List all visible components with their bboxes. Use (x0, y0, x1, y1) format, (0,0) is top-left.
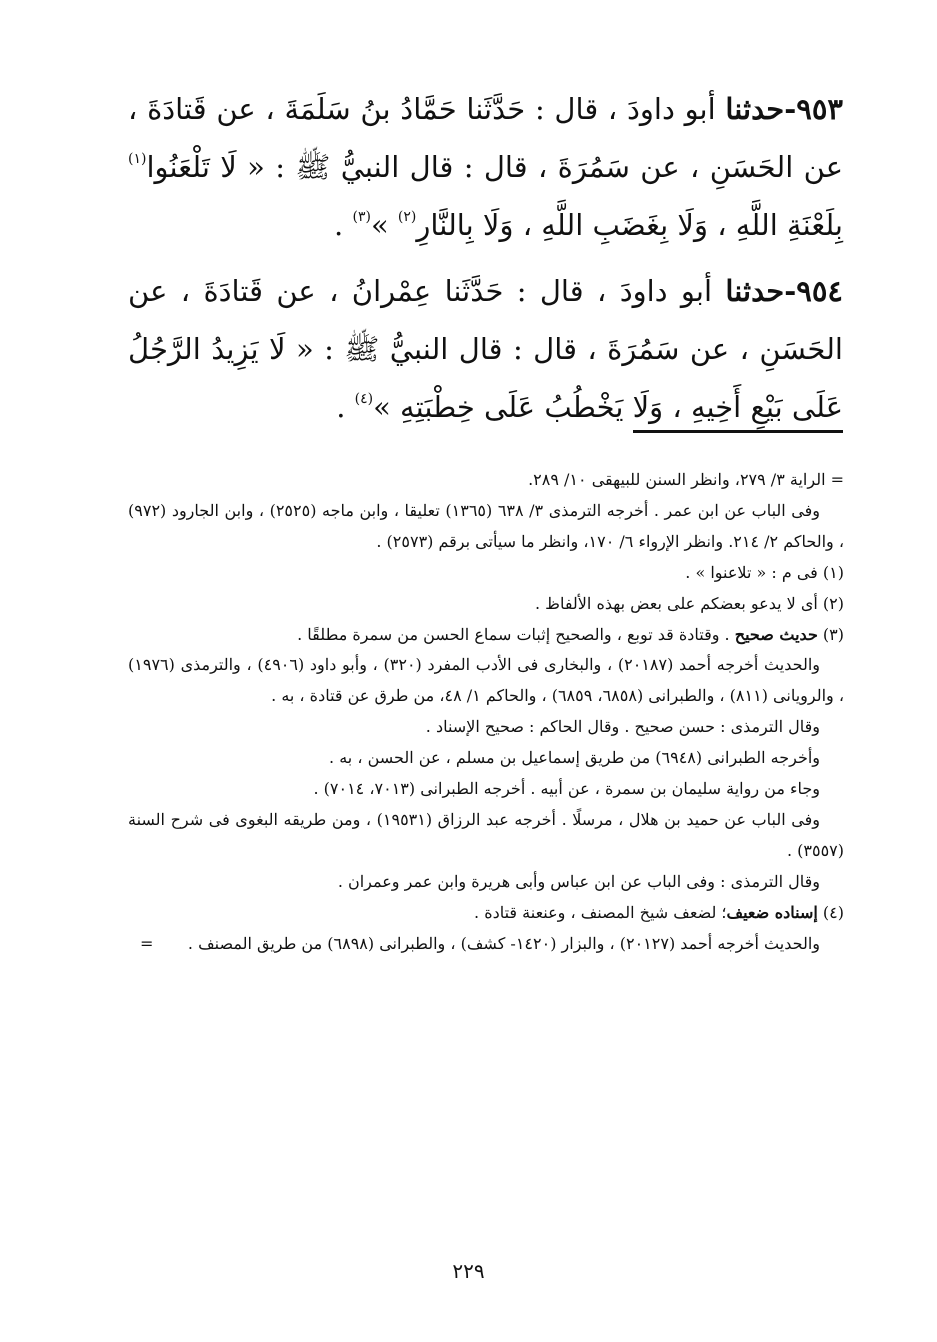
footnote-ref: (٤) (354, 391, 374, 407)
hadith-text: بِلَعْنَةِ اللَّهِ ، وَلَا بِغَضَبِ اللَّهِ ، وَلَا بِالنَّارِ (416, 208, 843, 242)
footnote-3-paragraph: وأخرجه الطبرانى (٦٩٤٨) من طريق إسماعيل بن مسلم ، عن الحسن ، به . (329, 748, 820, 768)
footnote-number: (٤) (817, 902, 844, 922)
hadith-text: » (370, 208, 398, 242)
footnote-ref: (١) (128, 151, 147, 167)
hadith-text: أبو داودَ ، قال : حَدَّثَنا حَمَّادُ بنُ سَلَمَةَ ، عن قَتادَةَ ، عن الحَسَنِ ، عن سَمُرَةَ ، قال : قال النبيُّ ﷺ : « لَا تَلْعَنُوا (128, 92, 843, 184)
hadith-number: ٩٥٤- (784, 274, 843, 308)
isnad-grade: إسناده ضعيف (726, 902, 818, 922)
footnote-3-paragraph: وجاء من رواية سليمان بن سمرة ، عن أبيه . أخرجه الطبرانى (٧٠١٣، ٧٠١٤) . (313, 779, 820, 799)
hadith-grade: حديث صحيح (734, 624, 818, 644)
footnote-ref: (٣) (352, 209, 371, 225)
hadith-text: أبو داودَ ، قال : حَدَّثَنا عِمْرانُ ، عن قَتادَةَ ، عن الحَسَنِ ، عن سَمُرَةَ ، قال : قال النبيُّ ﷺ : « لَا يَزِيدُ الرَّجُلُ عَلَى بَيْعِ أَخِيهِ ، وَلَا يَخْطُبُ عَلَى خِطْبَتِهِ » (128, 274, 843, 424)
footnotes (128, 465, 844, 960)
footnote-3 (128, 620, 844, 651)
footnote-ref: (٢) (397, 209, 417, 225)
footnote-3-paragraph: والحديث أخرجه أحمد (٢٠١٨٧) ، والبخارى فى الأدب المفرد (٣٢٠) ، وأبو داود (٤٩٠٦) ، والترمذى (١٩٧٦) ، والرويانى (٨١١) ، والطبرانى (٦٨٥٨، ٦٨٥٩) ، والحاكم ١/ ٤٨، من طرق عن قتادة ، به . (128, 655, 844, 706)
footnote-3-paragraph: وقال الترمذى : وفى الباب عن ابن عباس وأبى هريرة وابن عمر وعمران . (337, 871, 820, 891)
footnote-text: والحديث أخرجه أحمد (٢٠١٢٧) ، والبزار (١٤٢٠- كشف) ، والطبرانى (٦٨٩٨) من طريق المصنف . (187, 933, 820, 953)
hadith-953 (128, 80, 843, 254)
hadith-narration-keyword: حدثنا (725, 92, 785, 126)
footnote-3-paragraph: وقال الترمذى : حسن صحيح . وقال الحاكم : صحيح الإسناد . (425, 717, 820, 737)
hadith-end: . (334, 208, 353, 242)
footnote-4 (128, 898, 844, 929)
hadith-number: ٩٥٣- (784, 92, 843, 126)
footnote-number: (٣) (817, 624, 844, 644)
footnote-divider (633, 430, 843, 433)
footnote-2: (٢) أى لا يدعو بعضكم على بعض بهذه الألفاظ . (534, 593, 844, 613)
hadith-end: . (336, 390, 355, 424)
footnote-1: (١) فى م : « تلاعنوا » . (685, 562, 844, 582)
footnote-4-paragraph (128, 929, 844, 960)
page-number: ٢٢٩ (452, 1259, 485, 1283)
footnote-continuation-line: = الراية ٣/ ٢٧٩، وانظر السنن للبيهقى ١٠/ ٢٨٩. (528, 470, 844, 489)
footnote-continuation-paragraph: وفى الباب عن ابن عمر . أخرجه الترمذى ٣/ ٦٣٨ (١٣٦٥) تعليقا ، وابن ماجه (٢٥٢٥) ، وابن الجارود (٩٧٢) ، والحاكم ٢/ ٢١٤. وانظر الإرواء ٦/ ١٧٠، وانظر ما سيأتى برقم (٢٥٧٣) . (128, 500, 844, 551)
continuation-mark: = (140, 933, 154, 953)
footnote-text: ؛ لضعف شيخ المصنف ، وعنعنة قتادة . (474, 902, 727, 922)
hadith-narration-keyword: حدثنا (725, 274, 785, 308)
footnote-3-paragraph: وفى الباب عن حميد بن هلال ، مرسلًا . أخرجه عبد الرزاق (١٩٥٣١) ، ومن طريقه البغوى فى شرح السنة (٣٥٥٧) . (128, 809, 844, 860)
hadith-954 (128, 262, 843, 436)
footnote-text: . وقتادة قد توبع ، والصحيح إثبات سماع الحسن من سمرة مطلقًا . (297, 624, 735, 644)
